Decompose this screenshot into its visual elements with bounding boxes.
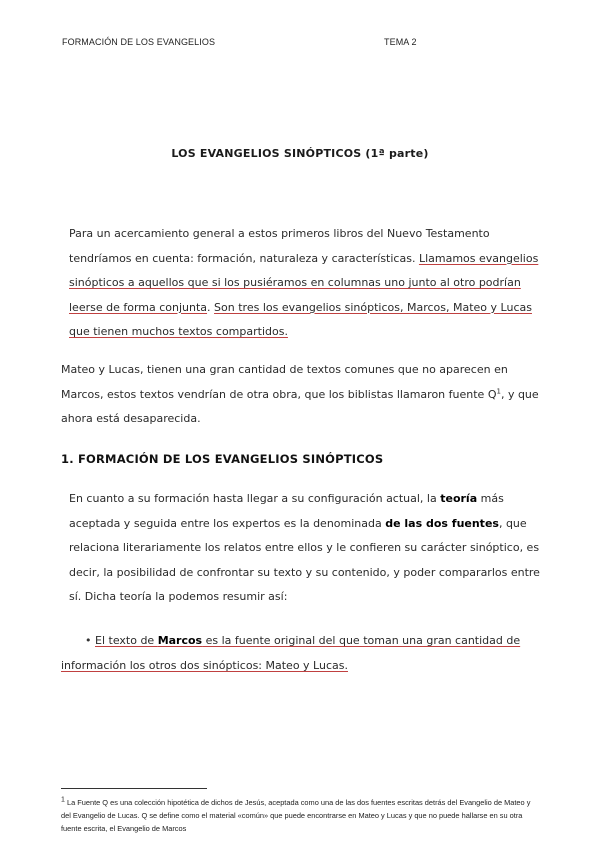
formation-text-2: más aceptada y seguida entre los expertos es la denominada bbox=[69, 492, 504, 530]
bullet-marker: • bbox=[85, 634, 92, 647]
formation-text-1: En cuanto a su formación hasta llegar a su configuración actual, la bbox=[69, 492, 441, 505]
footnote-text: La Fuente Q es una colección hipotética de dichos de Jesús, aceptada como una de las dos fuentes escritas detrás del Evangelio de Mateo y del Evangelio de Lucas. Q se define como el material «común» que puede encontrarse en Mateo y Lucas y que no puede hallarse en su otra fuente escrita, el Evangelio de Marcos bbox=[61, 798, 531, 833]
footnote-mark: 1 bbox=[61, 796, 65, 804]
marcos-term: Marcos bbox=[157, 634, 203, 647]
bullet-text-2: es la fuente original del que toman una gran cantidad de información los otros dos sinópticos: Mateo y Lucas. bbox=[61, 634, 521, 672]
running-header-right: TEMA 2 bbox=[384, 37, 417, 47]
source-q-paragraph bbox=[61, 358, 543, 432]
section-heading: 1. FORMACIÓN DE LOS EVANGELIOS SINÓPTICOS bbox=[61, 452, 384, 466]
footnote-reference[interactable]: 1 bbox=[496, 386, 501, 395]
synoptic-definition: Llamamos evangelios sinópticos a aquellos que si los pusiéramos en columnas uno junto al otro podrían leerse de forma conjunta bbox=[69, 251, 539, 314]
footnote bbox=[61, 797, 541, 835]
bullet-item bbox=[61, 628, 543, 678]
source-q-text: Mateo y Lucas, tienen una gran cantidad de textos comunes que no aparecen en Marcos, estos textos vendrían de otra obra, que los biblistas llamaron fuente Q bbox=[61, 363, 508, 401]
formation-text-3: , que relaciona literariamente los relatos entre ellos y le confieren su carácter sinóptico, es decir, la posibilidad de confrontar su texto y su contenido, y poder compararlos entre sí. Dicha teoría la podemos resumir así: bbox=[69, 516, 540, 604]
source-q-text-end: , y que ahora está desaparecida. bbox=[61, 387, 539, 426]
two-sources-term: de las dos fuentes bbox=[385, 516, 499, 530]
running-header-left: FORMACIÓN DE LOS EVANGELIOS bbox=[62, 37, 216, 47]
theory-term: teoría bbox=[440, 492, 478, 505]
synoptic-gospels-list: Son tres los evangelios sinópticos, Marcos, Mateo y Lucas que tienen muchos textos compartidos. bbox=[69, 300, 532, 339]
intro-paragraph bbox=[61, 222, 551, 345]
bullet-text-1: El texto de bbox=[95, 634, 158, 647]
footnote-separator bbox=[61, 788, 207, 789]
formation-paragraph bbox=[61, 487, 551, 610]
document-title: LOS EVANGELIOS SINÓPTICOS (1ª parte) bbox=[171, 147, 429, 160]
intro-text: Para un acercamiento general a estos primeros libros del Nuevo Testamento tendríamos en cuenta: formación, naturaleza y características. bbox=[69, 227, 490, 265]
intro-period: . bbox=[207, 300, 215, 314]
